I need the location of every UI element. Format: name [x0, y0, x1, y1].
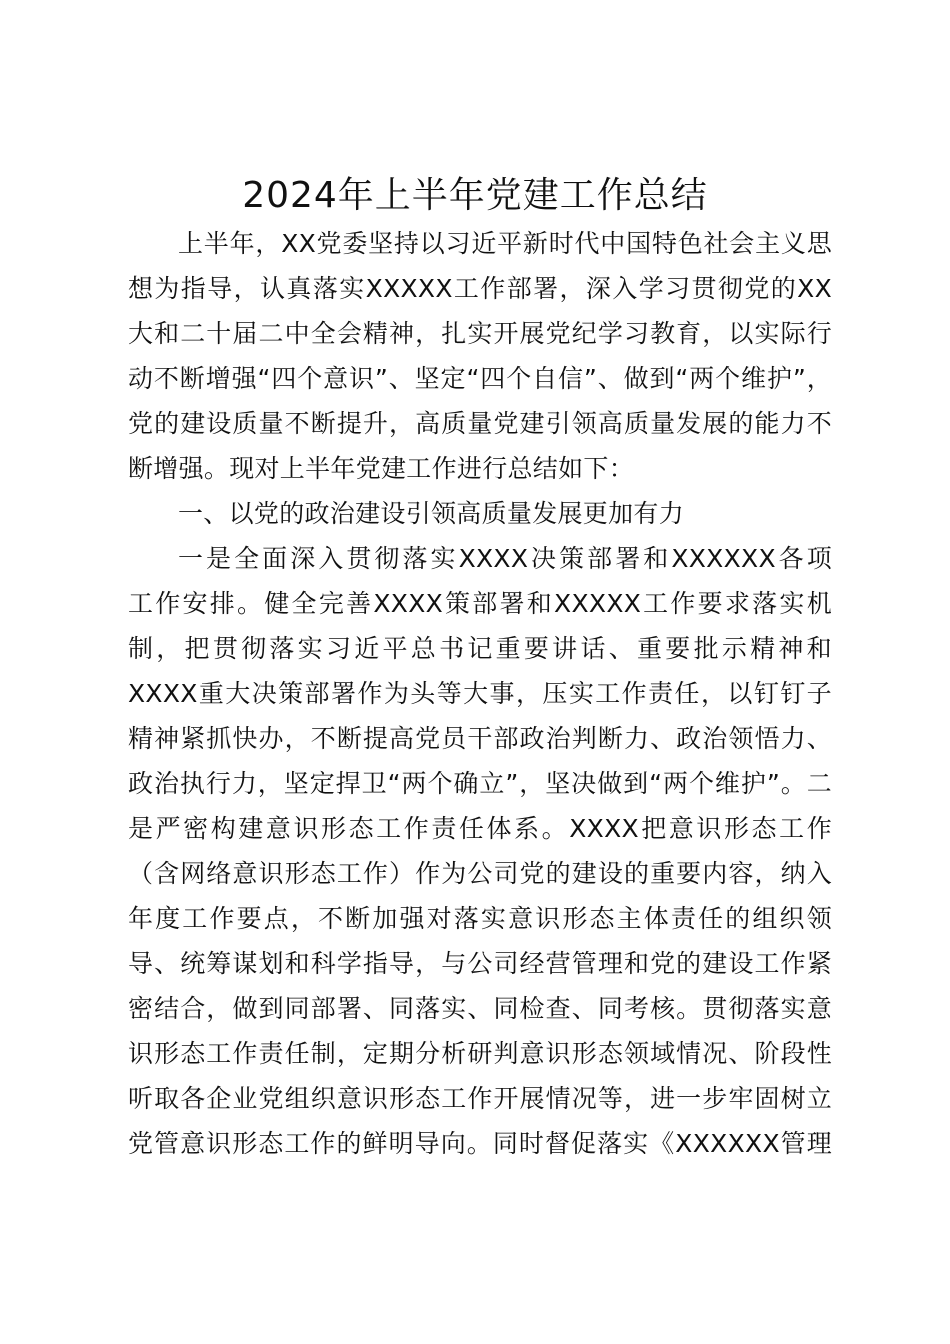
section-heading: 一、以党的政治建设引领高质量发展更加有力	[178, 499, 685, 528]
paragraph-line: 想为指导，认真落实XXXXX工作部署，深入学习贯彻党的XX	[128, 274, 832, 303]
paragraph-line: 大和二十届二中全会精神，扎实开展党纪学习教育，以实际行	[128, 319, 832, 348]
paragraph-line: 党的建设质量不断提升，高质量党建引领高质量发展的能力不	[128, 409, 832, 438]
paragraph-line: 导、统筹谋划和科学指导，与公司经营管理和党的建设工作紧	[128, 949, 832, 978]
paragraph-line: 政治执行力，坚定捍卫“两个确立”，坚决做到“两个维护”。二	[128, 769, 832, 798]
paragraph-line: 动不断增强“四个意识”、坚定“四个自信”、做到“两个维护”，	[128, 364, 832, 393]
paragraph-line: 识形态工作责任制，定期分析研判意识形态领域情况、阶段性	[128, 1039, 832, 1068]
paragraph-line: 密结合，做到同部署、同落实、同检查、同考核。贯彻落实意	[128, 994, 832, 1023]
paragraph-line: 精神紧抓快办，不断提高党员干部政治判断力、政治领悟力、	[128, 724, 832, 753]
document-title: 2024年上半年党建工作总结	[242, 175, 708, 216]
paragraph-line: 工作安排。健全完善XXXX策部署和XXXXX工作要求落实机	[128, 589, 832, 618]
paragraph-line: （含网络意识形态工作）作为公司党的建设的重要内容，纳入	[128, 859, 832, 888]
paragraph-line: 上半年，XX党委坚持以习近平新时代中国特色社会主义思	[178, 229, 832, 258]
paragraph-line: 年度工作要点，不断加强对落实意识形态主体责任的组织领	[128, 904, 832, 933]
paragraph-line: 是严密构建意识形态工作责任体系。XXXX把意识形态工作	[128, 814, 832, 843]
paragraph-line: XXXX重大决策部署作为头等大事，压实工作责任，以钉钉子	[128, 679, 832, 708]
paragraph-line: 听取各企业党组织意识形态工作开展情况等，进一步牢固树立	[128, 1084, 832, 1113]
paragraph-line: 一是全面深入贯彻落实XXXX决策部署和XXXXXX各项	[178, 544, 832, 573]
paragraph-line: 制，把贯彻落实习近平总书记重要讲话、重要批示精神和	[128, 634, 832, 663]
paragraph-line: 党管意识形态工作的鲜明导向。同时督促落实《XXXXXX管理	[128, 1129, 832, 1158]
paragraph-line: 断增强。现对上半年党建工作进行总结如下：	[128, 454, 635, 483]
